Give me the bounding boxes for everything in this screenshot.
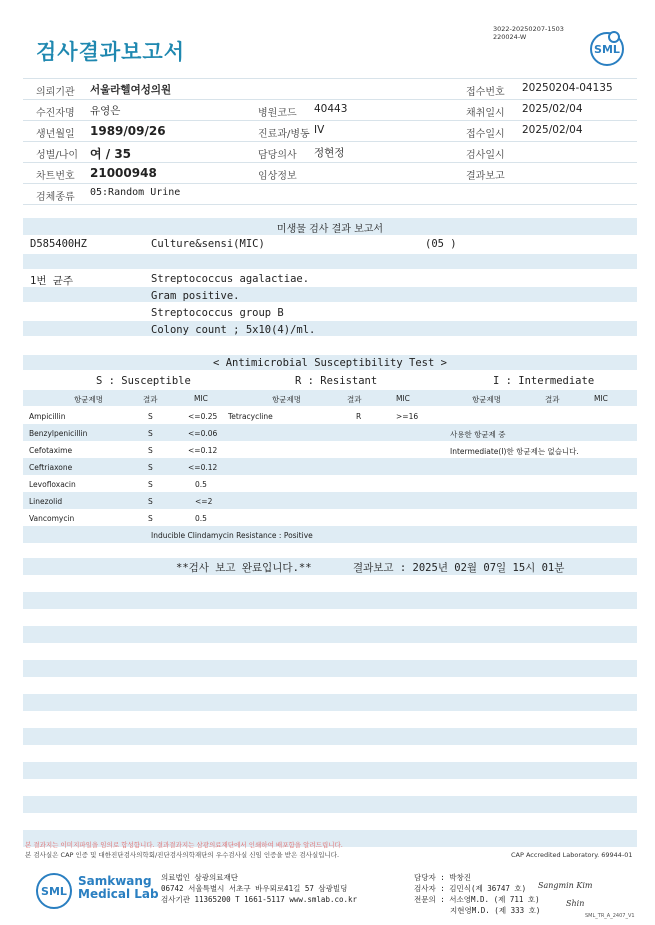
stripe: [23, 626, 637, 643]
drug-mic: 0.5: [195, 514, 207, 523]
sex-age-value: 여 / 35: [90, 147, 132, 161]
collect-date-label: 채취일시: [466, 108, 505, 119]
org-address: 06742 서울특별시 서초구 바우뫼로41길 57 삼광빌딩: [161, 884, 348, 893]
institution-value: 서울라헬여성의원: [90, 84, 172, 96]
org-name: 의료법인 삼광의료재단: [161, 873, 238, 882]
dept-value: IV: [314, 124, 325, 136]
stripe: [23, 492, 637, 509]
test-code: D585400HZ: [30, 238, 87, 250]
col-result: 결과: [347, 395, 362, 404]
staff-info: [414, 872, 540, 916]
lab-info: [161, 872, 357, 905]
col-drug: 항균제명: [472, 395, 501, 404]
drug-name: Tetracycline: [228, 412, 273, 421]
col-mic: MIC: [594, 394, 608, 403]
stripe: [23, 762, 637, 779]
dept-label: 진료과/병동: [258, 129, 310, 140]
drug-mic: <=0.12: [188, 463, 218, 472]
stripe: [23, 660, 637, 677]
sml-logo: SML: [590, 32, 624, 66]
drug-name: Ceftriaxone: [29, 463, 73, 472]
drug-result: S: [148, 412, 153, 421]
legend-resistant: R : Resistant: [295, 375, 378, 387]
col-result: 결과: [545, 395, 560, 404]
receipt-date-value: 2025/02/04: [522, 124, 583, 136]
drug-result: R: [356, 412, 362, 421]
brand-name: [78, 875, 159, 901]
institution-label: 의뢰기관: [36, 87, 75, 98]
drug-name: Benzylpenicillin: [29, 429, 88, 438]
report-label: 결과보고: [466, 171, 505, 182]
document-number-line-1: 3022-20250207-1503: [493, 25, 564, 33]
drug-mic: <=2: [195, 497, 213, 506]
receipt-date-label: 접수일시: [466, 129, 505, 140]
drug-result: S: [148, 446, 153, 455]
signature: Shin: [566, 899, 585, 908]
chart-no-value: 21000948: [90, 166, 157, 180]
sex-age-label: 성별/나이: [36, 150, 79, 161]
ward-code-value: 40443: [314, 103, 348, 115]
intermediate-note: 사용한 항균제 중: [450, 430, 506, 439]
cap-accreditation: CAP Accredited Laboratory. 69944-01: [511, 851, 633, 859]
document-number-line-2: 220024-W: [493, 33, 527, 41]
legend-susceptible: S : Susceptible: [96, 375, 191, 387]
collect-date-value: 2025/02/04: [522, 103, 583, 115]
drug-mic: <=0.12: [188, 446, 218, 455]
test-number: (05 ): [425, 238, 457, 250]
stripe: [23, 526, 637, 543]
chart-no-label: 차트번호: [36, 171, 75, 182]
intermediate-note: Intermediate(I)한 항균제는 없습니다.: [450, 447, 579, 456]
report-time: 결과보고 : 2025년 02월 07일 15시 01분: [353, 562, 565, 574]
specimen-value: 05:Random Urine: [90, 187, 181, 198]
birth-label: 생년월일: [36, 129, 75, 140]
drug-result: S: [148, 497, 153, 506]
drug-result: S: [148, 429, 153, 438]
divider: [23, 78, 637, 79]
col-drug: 항균제명: [272, 395, 301, 404]
col-drug: 항균제명: [74, 395, 103, 404]
ward-code-label: 병원코드: [258, 108, 297, 119]
disclaimer-note: 본 결과지는 이미지파일을 임의로 합성함니다. 결과결과지는 삼광의료재단에서 인쇄하여 배포함을 알려드립니다.: [25, 841, 343, 849]
divider: [23, 183, 637, 184]
divider: [23, 162, 637, 163]
drug-name: Ampicillin: [29, 412, 66, 421]
drug-mic: <=0.25: [188, 412, 218, 421]
drug-mic: <=0.06: [188, 429, 218, 438]
divider: [23, 204, 637, 205]
organism-line: Streptococcus group B: [151, 307, 284, 319]
divider: [23, 120, 637, 121]
sml-logo: SML: [36, 873, 72, 909]
ast-title: < Antimicrobial Susceptibility Test >: [213, 357, 447, 369]
staff-line: 지현영M.D. (제 333 호): [450, 906, 541, 915]
stripe: [23, 592, 637, 609]
doctor-label: 담당의사: [258, 150, 297, 161]
certification-note: 본 검사실은 CAP 인증 및 대한진단검사의학회/진단검사의학재단의 우수검사실 신임 인증을 받은 검사실입니다.: [25, 851, 340, 859]
staff-line: 검사자 : 김민식(제 36747 호): [414, 884, 527, 893]
test-date-label: 검사일시: [466, 150, 505, 161]
receipt-no-label: 접수번호: [466, 87, 505, 98]
divider: [23, 141, 637, 142]
stripe: [23, 728, 637, 745]
clinical-label: 임상정보: [258, 171, 297, 182]
document-number: [493, 25, 564, 41]
examinee-value: 유영은: [90, 105, 121, 117]
col-result: 결과: [143, 395, 158, 404]
stripe: [23, 287, 637, 302]
stripe: [23, 694, 637, 711]
org-contact: 검사기관 11365200 T 1661-5117 www.smlab.co.kr: [161, 895, 358, 904]
staff-line: 전문의 : 서소영M.D. (제 711 호): [414, 895, 540, 904]
drug-result: S: [148, 514, 153, 523]
examinee-label: 수진자명: [36, 108, 75, 119]
drug-result: S: [148, 480, 153, 489]
organism-line: Colony count ; 5x10(4)/ml.: [151, 324, 316, 336]
drug-name: Linezolid: [29, 497, 63, 506]
stripe: [23, 424, 637, 441]
organism-line: Streptococcus agalactiae.: [151, 273, 310, 285]
brand-line-2: Medical Lab: [78, 887, 159, 901]
form-code: SML_TR_A_2407_V1: [585, 913, 635, 919]
drug-name: Cefotaxime: [29, 446, 73, 455]
staff-line: 담당자 : 박창진: [414, 873, 472, 882]
receipt-no-value: 20250204-04135: [522, 82, 613, 94]
section-title: 미생물 검사 결과 보고서: [276, 224, 384, 235]
drug-mic: 0.5: [195, 480, 207, 489]
col-mic: MIC: [396, 394, 410, 403]
stripe: [23, 321, 637, 336]
organism-line: Gram positive.: [151, 290, 240, 302]
stripe: [23, 458, 637, 475]
test-name: Culture&sensi(MIC): [151, 238, 265, 250]
drug-name: Vancomycin: [29, 514, 75, 523]
stripe: [23, 796, 637, 813]
organism-label: 1번 균주: [30, 275, 74, 287]
legend-intermediate: I : Intermediate: [493, 375, 595, 387]
drug-name: Levofloxacin: [29, 480, 76, 489]
specimen-label: 검체종류: [36, 192, 75, 203]
stripe: [23, 254, 637, 269]
col-mic: MIC: [194, 394, 208, 403]
signature: Sangmin Kim: [538, 881, 593, 890]
divider: [23, 99, 637, 100]
brand-line-1: Samkwang: [78, 874, 152, 888]
birth-value: 1989/09/26: [90, 124, 166, 138]
drug-result: S: [148, 463, 153, 472]
doctor-value: 정현정: [314, 147, 345, 159]
inducible-clindamycin: Inducible Clindamycin Resistance : Positive: [151, 531, 313, 540]
drug-mic: >=16: [396, 412, 419, 421]
page-title: 검사결과보고서: [36, 40, 186, 64]
report-complete: **검사 보고 완료입니다.**: [176, 562, 312, 574]
